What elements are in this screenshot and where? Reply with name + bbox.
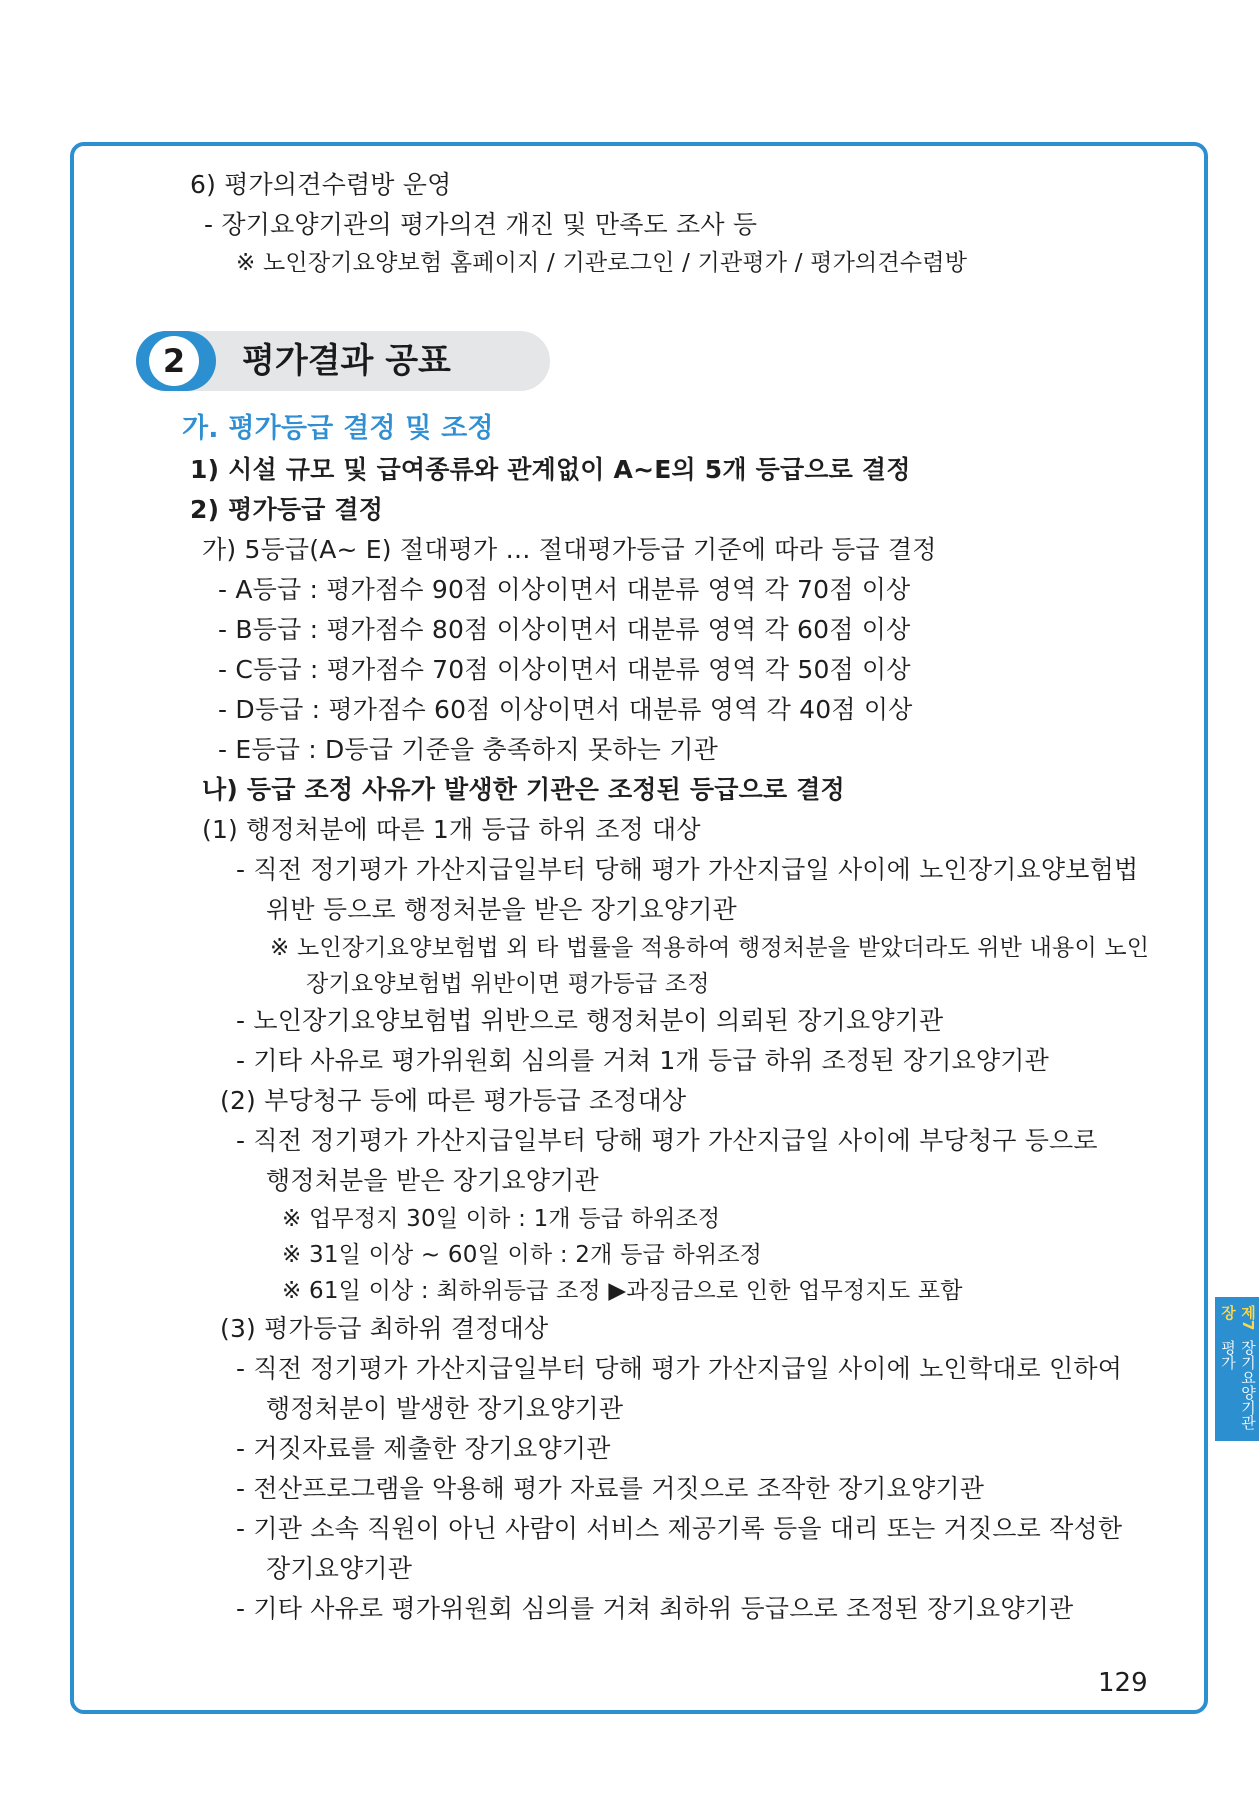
intro-heading: 6) 평가의견수렴방 운영	[190, 170, 452, 199]
sub1-title: (1) 행정처분에 따른 1개 등급 하위 조정 대상	[202, 815, 701, 844]
subsection-heading: 가. 평가등급 결정 및 조정	[182, 413, 494, 444]
section-title: 평가결과 공표	[242, 341, 451, 381]
page-number: 129	[1098, 1668, 1148, 1698]
intro-note: ※ 노인장기요양보험 홈페이지 / 기관로그인 / 기관평가 / 평가의견수렴방	[236, 250, 968, 276]
sub3-item5: - 기타 사유로 평가위원회 심의를 거쳐 최하위 등급으로 조정된 장기요양기관	[236, 1594, 1074, 1623]
sub2-note-1: ※ 업무정지 30일 이하 : 1개 등급 하위조정	[282, 1206, 721, 1232]
sub1-note-line2: 장기요양보험법 위반이면 평가등급 조정	[306, 971, 710, 997]
sub2-note-2: ※ 31일 이상 ~ 60일 이하 : 2개 등급 하위조정	[282, 1242, 763, 1268]
sub3-item2: - 거짓자료를 제출한 장기요양기관	[236, 1434, 611, 1463]
sub1-item2: - 노인장기요양보험법 위반으로 행정처분이 의뢰된 장기요양기관	[236, 1006, 944, 1035]
grade-b: - B등급 : 평가점수 80점 이상이면서 대분류 영역 각 60점 이상	[218, 615, 911, 644]
sub3-item4-line2: 장기요양기관	[266, 1554, 413, 1583]
intro-item: - 장기요양기관의 평가의견 개진 및 만족도 조사 등	[204, 210, 758, 239]
grade-e: - E등급 : D등급 기준을 충족하지 못하는 기관	[218, 735, 718, 764]
sub1-note-line1: ※ 노인장기요양보험법 외 타 법률을 적용하여 행정처분을 받았더라도 위반 내용이 노인	[270, 935, 1150, 961]
grade-method-title: 가) 5등급(A~ E) 절대평가 … 절대평가등급 기준에 따라 등급 결정	[202, 535, 937, 564]
adjustment-title: 나) 등급 조정 사유가 발생한 기관은 조정된 등급으로 결정	[202, 775, 845, 804]
chapter-number: 제7장	[1219, 1305, 1257, 1331]
point-2: 2) 평가등급 결정	[190, 495, 384, 524]
sub1-item3: - 기타 사유로 평가위원회 심의를 거쳐 1개 등급 하위 조정된 장기요양기관	[236, 1046, 1049, 1075]
sub2-item1-line2: 행정처분을 받은 장기요양기관	[266, 1166, 599, 1195]
sub3-item1-line2: 행정처분이 발생한 장기요양기관	[266, 1394, 624, 1423]
grade-d: - D등급 : 평가점수 60점 이상이면서 대분류 영역 각 40점 이상	[218, 695, 913, 724]
sub2-note-3: ※ 61일 이상 : 최하위등급 조정 ▶과징금으로 인한 업무정지도 포함	[282, 1278, 963, 1304]
sub3-item4-line1: - 기관 소속 직원이 아닌 사람이 서비스 제공기록 등을 대리 또는 거짓으로 작성한	[236, 1514, 1123, 1543]
sub2-item1-line1: - 직전 정기평가 가산지급일부터 당해 평가 가산지급일 사이에 부당청구 등으로	[236, 1126, 1098, 1155]
grade-c: - C등급 : 평가점수 70점 이상이면서 대분류 영역 각 50점 이상	[218, 655, 911, 684]
point-1: 1) 시설 규모 및 급여종류와 관계없이 A~E의 5개 등급으로 결정	[190, 455, 911, 484]
chapter-side-tab	[1215, 1297, 1259, 1441]
sub3-item3: - 전산프로그램을 악용해 평가 자료를 거짓으로 조작한 장기요양기관	[236, 1474, 985, 1503]
chapter-title: 장기요양기관 평가	[1219, 1339, 1257, 1430]
sub2-title: (2) 부당청구 등에 따른 평가등급 조정대상	[220, 1086, 687, 1115]
section-number: 2	[149, 336, 199, 386]
sub3-item1-line1: - 직전 정기평가 가산지급일부터 당해 평가 가산지급일 사이에 노인학대로 인하여	[236, 1354, 1123, 1383]
sub1-item1-line1: - 직전 정기평가 가산지급일부터 당해 평가 가산지급일 사이에 노인장기요양보험법	[236, 855, 1139, 884]
grade-a: - A등급 : 평가점수 90점 이상이면서 대분류 영역 각 70점 이상	[218, 575, 911, 604]
sub1-item1-line2: 위반 등으로 행정처분을 받은 장기요양기관	[266, 895, 737, 924]
sub3-title: (3) 평가등급 최하위 결정대상	[220, 1314, 549, 1343]
